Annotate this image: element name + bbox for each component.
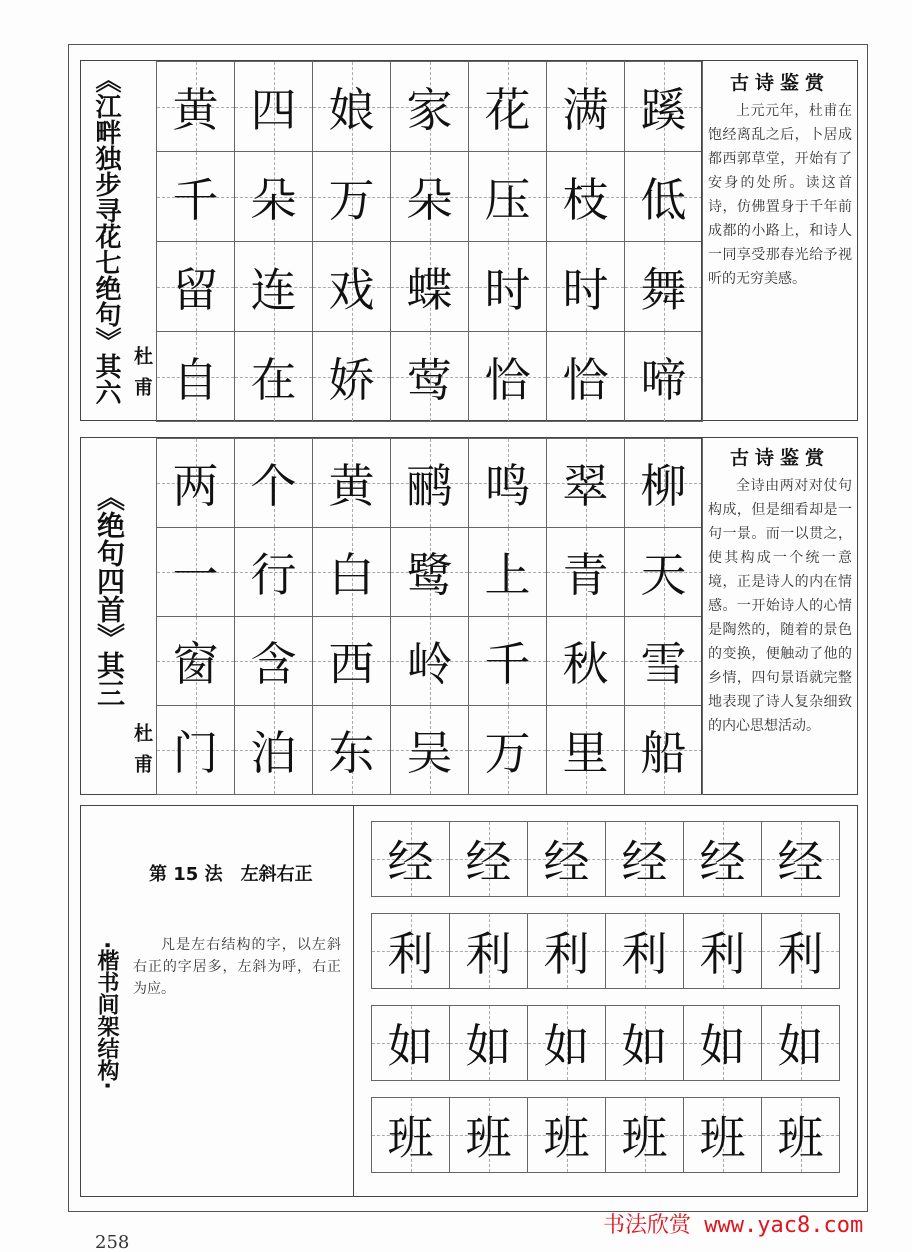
practice-cell [390,616,469,706]
calligraphy-character: 柳 [640,459,687,513]
practice-cell [546,331,625,422]
calligraphy-character: 利 [777,927,824,981]
calligraphy-character: 时 [484,262,531,317]
calligraphy-character: 娇 [328,352,375,407]
practice-cell [234,151,313,242]
calligraphy-character: 花 [484,82,531,137]
practice-cell [371,1097,450,1173]
practice-cell [312,616,391,706]
poem2-commentary [708,446,852,738]
practice-cell [624,438,703,528]
poem2-title: 《绝句四首》其三 [93,483,126,707]
poem1-author: 杜甫 [131,346,153,408]
calligraphy-character: 上 [484,548,531,602]
page-number: 258 [95,1232,130,1252]
practice-cell [312,527,391,617]
practice-cell [371,821,450,897]
practice-cell [546,527,625,617]
practice-cell [312,438,391,528]
commentary-heading: 古诗鉴赏 [729,72,830,94]
calligraphy-character: 个 [250,459,297,513]
calligraphy-character: 娘 [328,82,375,137]
calligraphy-character: 里 [562,726,609,780]
practice-cell [546,61,625,152]
watermark-link[interactable]: 书法欣赏 www.yac8.com [603,1213,864,1238]
practice-cell [683,821,762,897]
calligraphy-character: 鹂 [406,459,453,513]
calligraphy-character: 戏 [328,262,375,317]
practice-cell [312,241,391,332]
practice-cell [234,705,313,795]
calligraphy-character: 青 [562,548,609,602]
practice-cell [156,705,235,795]
calligraphy-character: 恰 [484,352,531,407]
lesson-side-label: ·楷书间架结构· [94,941,119,1090]
practice-cell [605,1097,684,1173]
calligraphy-character: 满 [562,82,609,137]
practice-cell [390,331,469,422]
practice-cell [624,151,703,242]
calligraphy-character: 枝 [562,172,609,227]
practice-cell [234,438,313,528]
practice-cell [449,1005,528,1081]
practice-cell [449,1097,528,1173]
practice-cell [390,61,469,152]
calligraphy-character: 秋 [562,637,609,691]
lesson-text: 凡是左右结构的字，以左斜右正的字居多，左斜为呼，右正为应。 [133,937,341,997]
calligraphy-character: 班 [465,1111,512,1165]
calligraphy-character: 如 [621,1019,668,1073]
calligraphy-character: 天 [640,548,687,602]
practice-cell [390,527,469,617]
calligraphy-character: 东 [328,726,375,780]
calligraphy-character: 在 [250,352,297,407]
practice-cell [624,705,703,795]
practice-cell [624,61,703,152]
practice-cell [234,616,313,706]
practice-cell [449,913,528,989]
calligraphy-character: 万 [484,726,531,780]
calligraphy-character: 千 [172,172,219,227]
commentary-text: 全诗由两对对仗句构成，但是细看却是一句一景。而一以贯之，使其构成一个统一意境，正是诗人的内在情感。一开始诗人的心情是陶然的，随着的景色的变换，便触动了他的乡情，四句景语就完整地表现了诗人复杂细致的内心思想活动。 [708,478,852,734]
practice-cell [624,616,703,706]
calligraphy-character: 西 [328,637,375,691]
practice-cell [234,61,313,152]
calligraphy-character: 经 [465,835,512,889]
practice-cell [761,1005,840,1081]
practice-cell [234,331,313,422]
calligraphy-character: 蹊 [640,82,687,137]
calligraphy-character: 门 [172,726,219,780]
calligraphy-character: 雪 [640,637,687,691]
practice-cell [527,821,606,897]
calligraphy-character: 一 [172,548,219,602]
practice-cell [761,821,840,897]
calligraphy-character: 岭 [406,637,453,691]
calligraphy-character: 朵 [250,172,297,227]
calligraphy-character: 吴 [406,726,453,780]
calligraphy-character: 班 [699,1111,746,1165]
practice-cell [156,61,235,152]
practice-cell [312,705,391,795]
practice-cell [605,913,684,989]
practice-cell [468,151,547,242]
calligraphy-character: 利 [387,927,434,981]
calligraphy-character: 泊 [250,726,297,780]
calligraphy-character: 恰 [562,352,609,407]
calligraphy-character: 万 [328,172,375,227]
calligraphy-character: 如 [543,1019,590,1073]
practice-cell [527,913,606,989]
practice-cell [546,241,625,332]
practice-cell [234,527,313,617]
calligraphy-character: 船 [640,726,687,780]
practice-cell [546,705,625,795]
practice-cell [468,438,547,528]
calligraphy-character: 家 [406,82,453,137]
calligraphy-character: 利 [465,927,512,981]
calligraphy-character: 班 [387,1111,434,1165]
calligraphy-character: 行 [250,548,297,602]
calligraphy-character: 利 [699,927,746,981]
calligraphy-character: 鸣 [484,459,531,513]
calligraphy-character: 经 [777,835,824,889]
practice-cell [312,331,391,422]
calligraphy-character: 千 [484,637,531,691]
practice-cell [468,705,547,795]
lesson-heading: 第 15 法 左斜右正 [149,864,313,885]
practice-cell [156,527,235,617]
calligraphy-character: 利 [621,927,668,981]
calligraphy-character: 连 [250,262,297,317]
practice-cell [468,527,547,617]
practice-cell [683,1005,762,1081]
calligraphy-character: 含 [250,637,297,691]
calligraphy-character: 黄 [328,459,375,513]
calligraphy-character: 如 [387,1019,434,1073]
calligraphy-character: 利 [543,927,590,981]
practice-cell [624,241,703,332]
practice-cell [449,821,528,897]
calligraphy-character: 两 [172,459,219,513]
practice-cell [371,1005,450,1081]
calligraphy-character: 蝶 [406,262,453,317]
calligraphy-character: 白 [328,548,375,602]
practice-cell [468,241,547,332]
lesson-description [133,934,341,1000]
calligraphy-character: 如 [465,1019,512,1073]
practice-cell [761,1097,840,1173]
calligraphy-character: 班 [621,1111,668,1165]
practice-cell [761,913,840,989]
practice-cell [156,151,235,242]
practice-cell [390,438,469,528]
calligraphy-character: 自 [172,352,219,407]
calligraphy-character: 低 [640,172,687,227]
practice-cell [546,151,625,242]
poem1-section [80,60,858,421]
commentary-text: 上元元年，杜甫在饱经离乱之后，卜居成都西郭草堂，开始有了安身的处所。读这首诗，仿佛置身于千年前成都的小路上，和诗人一同享受那春光给予视听的无穷美感。 [708,103,852,287]
practice-cell [683,1097,762,1173]
practice-cell [156,438,235,528]
practice-cell [156,616,235,706]
calligraphy-character: 班 [777,1111,824,1165]
calligraphy-character: 朵 [406,172,453,227]
commentary-heading: 古诗鉴赏 [729,447,830,469]
calligraphy-character: 如 [777,1019,824,1073]
practice-cell [605,821,684,897]
calligraphy-character: 啼 [640,352,687,407]
calligraphy-character: 四 [250,82,297,137]
practice-cell [156,331,235,422]
practice-cell [605,1005,684,1081]
calligraphy-character: 时 [562,262,609,317]
practice-cell [390,705,469,795]
practice-cell [156,241,235,332]
poem2-author: 杜甫 [131,723,153,785]
practice-cell [390,151,469,242]
practice-cell [312,61,391,152]
calligraphy-character: 窗 [172,637,219,691]
practice-cell [683,913,762,989]
practice-cell [527,1005,606,1081]
calligraphy-character: 如 [699,1019,746,1073]
poem1-title: 《江畔独步寻花七绝句》其六 [91,67,121,405]
lesson-section [80,805,858,1197]
calligraphy-character: 经 [699,835,746,889]
practice-cell [390,241,469,332]
calligraphy-character: 翠 [562,459,609,513]
practice-cell [468,331,547,422]
practice-cell [527,1097,606,1173]
practice-cell [234,241,313,332]
practice-cell [624,527,703,617]
practice-cell [546,438,625,528]
calligraphy-character: 鹭 [406,548,453,602]
calligraphy-character: 压 [484,172,531,227]
calligraphy-character: 经 [621,835,668,889]
calligraphy-character: 留 [172,262,219,317]
practice-cell [468,616,547,706]
practice-cell [312,151,391,242]
poem1-commentary [708,71,852,291]
practice-cell [624,331,703,422]
calligraphy-character: 黄 [172,82,219,137]
calligraphy-character: 经 [543,835,590,889]
calligraphy-character: 经 [387,835,434,889]
practice-cell [371,913,450,989]
calligraphy-character: 舞 [640,262,687,317]
practice-cell [546,616,625,706]
calligraphy-character: 莺 [406,352,453,407]
poem2-section [80,437,858,795]
calligraphy-character: 班 [543,1111,590,1165]
practice-cell [468,61,547,152]
